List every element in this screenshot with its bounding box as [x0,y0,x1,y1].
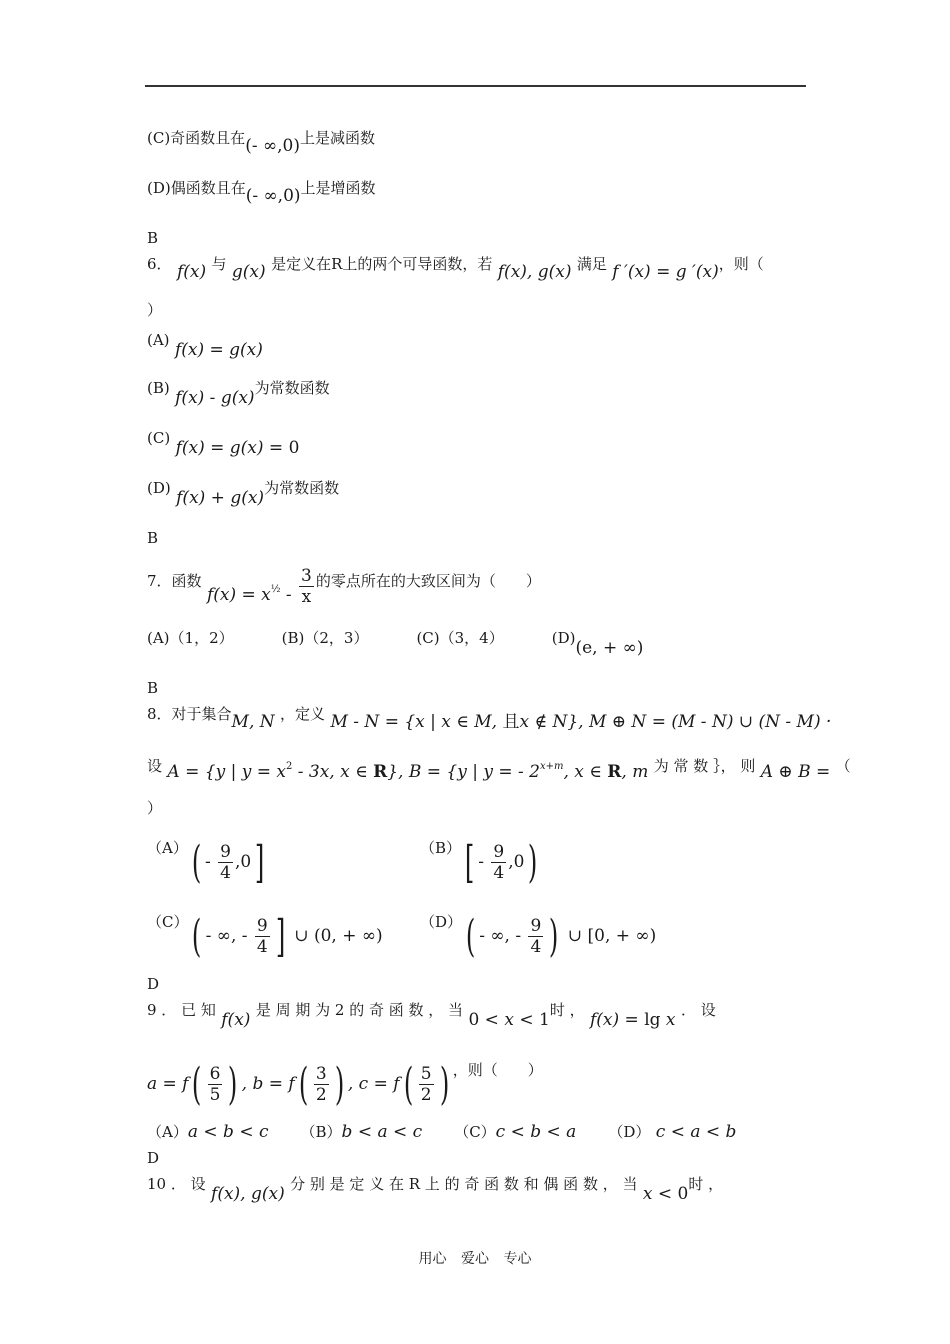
q6-stem: 6． f(x) 与 g(x) 是定义在R上的两个可导函数，若 f(x), g(x) 满足 f ′(x) = g ′(x)，则（ [147,255,764,282]
q9-options: （A）a < b < c （B）b < a < c （C）c < b < a （D） c < a < b [147,1122,737,1142]
q5-option-d: (D)偶函数且在(- ∞,0)上是增函数 [147,179,376,206]
q8-stem-2: 设 A = {y | $y = x^2 - 3x$, x ∈ R}, B = {y | y = - $2^{x+m}$, x ∈ R, m 为 常 数 ｝， 则 A ⊕ B = （ [147,757,851,782]
q8-option-c: （C）( - ∞, - $\frac{9}{4}$ ] ∪ (0, + ∞) [147,910,383,962]
q7-options: (A)（1，2） (B)（2，3） (C)（3，4） (D)(e, + ∞) [147,629,644,658]
q6-option-a: (A) f(x) = g(x) [147,331,263,360]
q8-option-d: （D）( - ∞, - $\frac{9}{4}$ ) ∪ [0, + ∞) [420,910,657,962]
q5-option-c: (C)奇函数且在(- ∞,0)上是减函数 [147,129,375,156]
q6-paren: ） [147,301,163,319]
q8-option-a: （A）( - $\frac{9}{4}$ ,0] [147,836,265,888]
q6-option-d: (D) f(x) + g(x)为常数函数 [147,479,340,508]
q8-answer: D [147,975,160,993]
q6-option-c: (C) f(x) = g(x) = 0 [147,429,300,458]
q9-stem-2: a = f( $\frac{6}{5}$ ) , b = f( $\frac{3}{2}$ ) , c = f( $\frac{5}{2}$ ) ，则（ ） [147,1058,543,1110]
header-rule [145,85,806,87]
q8-stem: 8．对于集合M, N ，定义 M - N = {x | x ∈ M, 且x ∉ N}, M ⊕ N = (M - N) ∪ (N - M) · [147,705,832,732]
q9-stem: 9 ． 已 知 f(x) 是 周 期 为 2 的 奇 函 数 ， 当 0 < x < 1时 ， f(x) = lg x ． 设 [147,1001,716,1030]
q5-answer: B [147,229,159,247]
q8-option-b: （B）[ - $\frac{9}{4}$ ,0) [420,836,538,888]
page-footer: 用心 爱心 专心 [418,1251,532,1267]
q6-answer: B [147,529,159,547]
q6-option-b: (B) f(x) - g(x)为常数函数 [147,379,330,408]
q7-answer: B [147,679,159,697]
q10-stem: 10 ． 设 f(x), g(x) 分 别 是 定 义 在 R 上 的 奇 函 数 和 偶 函 数 ， 当 x < 0时 ， [147,1175,724,1204]
q8-paren: ） [147,799,163,817]
q9-answer: D [147,1149,160,1167]
q7-stem: 7．函数 $f(x) = x^{\frac{1}{2}}$ - $\frac{3}{x}$ 的零点所在的大致区间为（ ） [147,566,541,607]
